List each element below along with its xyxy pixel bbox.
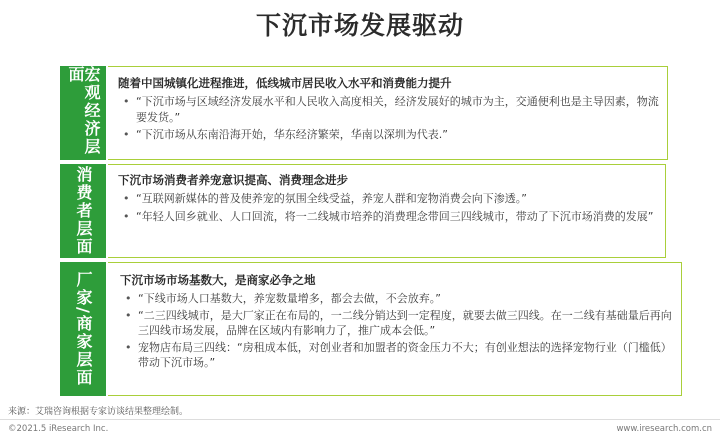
list-item: • “二三四线城市，是大厂家正在布局的，一二线分销达到一定程度，就要去做三四线。在一二线有基础量后再向三四线市场发展，品牌在区域内有影响力了，推广成本会低。” [120, 308, 673, 339]
copyright: ©2021.5 iResearch Inc. [8, 424, 109, 434]
section-label: 宏观经济层面 [60, 66, 106, 160]
list-item: • “下沉市场从东南沿海开始，华东经济繁荣，华南以深圳为代表.” [118, 127, 659, 143]
section-label: 厂家/商家层面 [60, 262, 106, 396]
list-item: • “下沉市场与区域经济发展水平和人民收入高度相关，经济发展好的城市为主，交通便利也是主导因素，物流要发货。” [118, 94, 659, 125]
list-item: • 宠物店布局三四线：“房租成本低，对创业者和加盟者的资金压力不大；有创业想法的选择宠物行业（门槛低）带动下沉市场。” [120, 340, 673, 371]
page-title: 下沉市场发展驱动 [255, 11, 464, 40]
list-item: • “互联网新媒体的普及使养宠的氛围全线受益，养宠人群和宠物消费会向下渗透。” [118, 191, 657, 207]
section-heading: 随着中国城镇化进程推进，低线城市居民收入水平和消费能力提升 [118, 76, 452, 90]
source-note: 来源：艾瑞咨询根据专家访谈结果整理绘制。 [8, 407, 189, 417]
section-content [108, 262, 682, 396]
section-heading: 下沉市场消费者养宠意识提高、消费理念进步 [118, 173, 348, 187]
consumer-section [60, 164, 666, 258]
website-url: www.iresearch.com.cn [616, 424, 712, 434]
bullet-list [120, 291, 673, 371]
list-item: • “年轻人回乡就业、人口回流，将一二线城市培养的消费理念带回三四线城市，带动了下沉市场消费的发展” [118, 209, 657, 225]
bullet-list [118, 94, 659, 143]
section-content [108, 164, 666, 258]
bullet-list [118, 191, 657, 224]
section-heading: 下沉市场市场基数大，是商家必争之地 [120, 273, 316, 287]
list-item: • “下线市场人口基数大，养宠数量增多，都会去做，不会放弃。” [120, 291, 673, 307]
section-content [108, 66, 668, 160]
manufacturer-merchant-section [60, 262, 682, 396]
footer-divider [0, 419, 720, 420]
macro-economy-section [60, 66, 668, 160]
section-label: 消费者层面 [60, 164, 106, 258]
